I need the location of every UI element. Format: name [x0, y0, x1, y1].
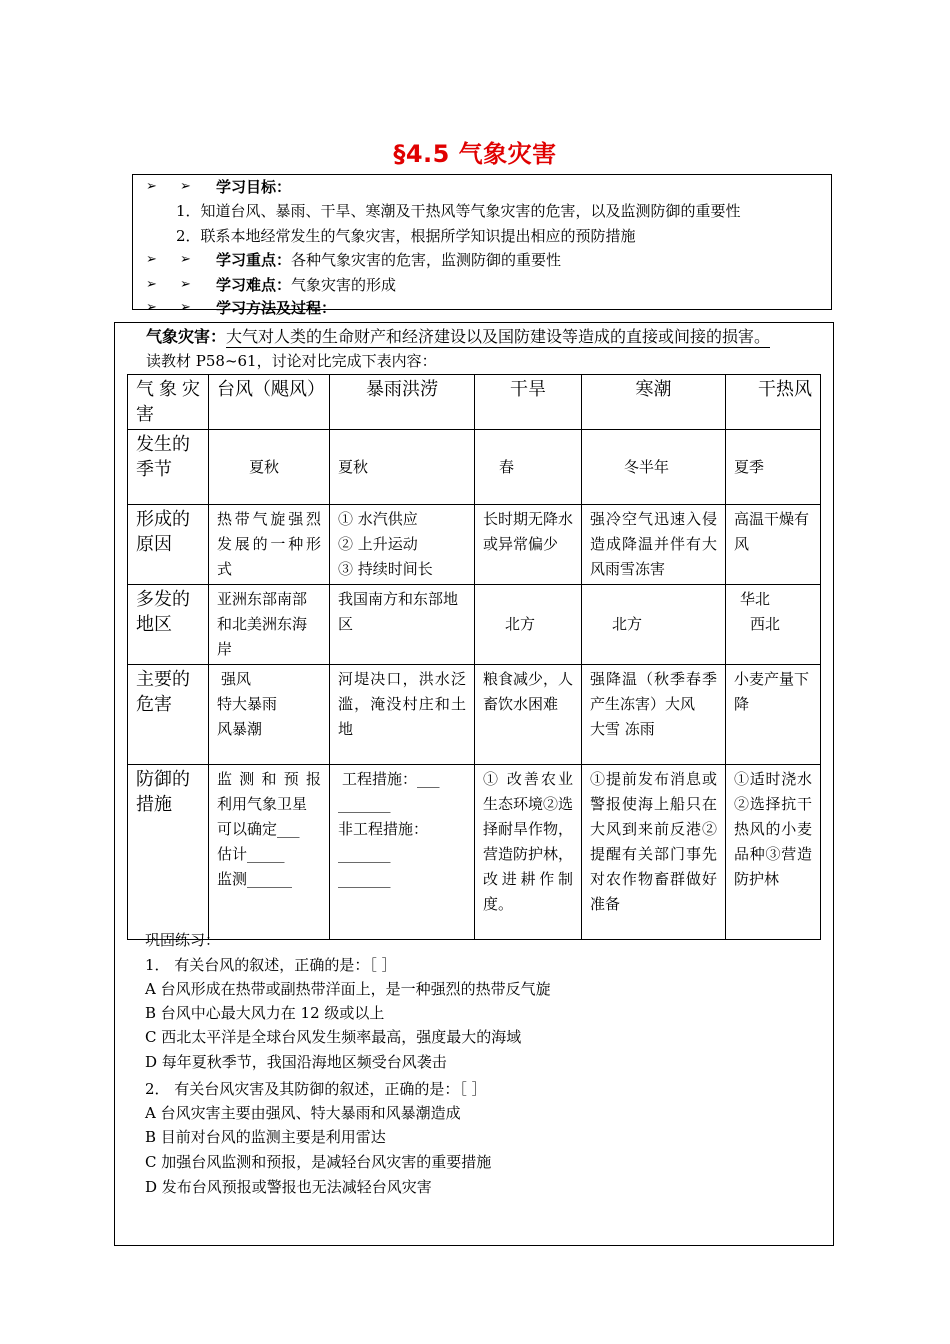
table-cell: [330, 505, 475, 585]
bullet-arrow-icon: ➢: [146, 179, 157, 194]
harm-item: 强降温（秋季春季产生冻害）大风: [590, 670, 717, 713]
method-label: 学习方法及过程：: [216, 299, 337, 317]
option: B 台风中心最大风力在 12 级或以上: [145, 1004, 385, 1022]
bullet-arrow-icon: ➢: [180, 277, 191, 292]
table-cell: 小麦产量下降: [726, 665, 821, 765]
definition-label: 气象灾害：: [146, 327, 227, 346]
difficulty-text: 气象灾害的形成: [291, 276, 397, 294]
table-cell: 强冷空气迅速入侵造成降温并伴有大风雨雪冻害: [582, 505, 726, 585]
table-cell: [582, 665, 726, 765]
harm-item: 特大暴雨: [217, 695, 278, 713]
defense-item: 可以确定___: [217, 820, 300, 838]
option: D 每年夏秋季节，我国沿海地区频受台风袭击: [145, 1053, 447, 1071]
objective-item: 2．联系本地经常发生的气象灾害，根据所学知识提出相应的预防措施: [176, 227, 636, 245]
key-label: 学习重点：: [216, 251, 292, 269]
difficulty-points: [216, 275, 396, 295]
table-cell: 热带气旋强烈发展的一种形式: [209, 505, 330, 585]
bullet-arrow-icon: ➢: [146, 300, 157, 315]
definition: [146, 327, 770, 347]
harm-item: 风暴潮: [217, 720, 263, 738]
objective-item: 1．知道台风、暴雨、干旱、寒潮及干热风等气象灾害的危害，以及监测防御的重要性: [176, 202, 741, 220]
option: D 发布台风预报或警报也无法减轻台风灾害: [145, 1178, 432, 1196]
defense-item: 非工程措施：: [338, 820, 429, 838]
header-cell: 干旱: [475, 375, 582, 430]
bullet-arrow-icon: ➢: [180, 179, 191, 194]
harm-item: 大雪 冻雨: [590, 720, 655, 738]
table-cell: ①提前发布消息或警报使海上船只在大风到来前反港②提醒有关部门事先对农作物畜群做好准备: [582, 765, 726, 940]
bullet-arrow-icon: ➢: [146, 252, 157, 267]
exercises-heading: 巩固练习：: [145, 931, 221, 949]
defense-item: 工程措施：___: [342, 770, 440, 788]
table-row: [128, 375, 821, 430]
table-cell: [726, 585, 821, 665]
table-cell: ①适时浇水②选择抗干热风的小麦品种③营造防护林: [726, 765, 821, 940]
instruction: 读教材 P58~61，讨论对比完成下表内容：: [146, 352, 437, 370]
table-cell: 长时期无降水或异常偏少: [475, 505, 582, 585]
option: B 目前对台风的监测主要是利用雷达: [145, 1128, 386, 1146]
key-points: [216, 250, 561, 270]
defense-item: 估计_____: [217, 845, 285, 863]
row-header: 发生的季节: [128, 430, 209, 505]
table-cell: 冬半年: [582, 430, 726, 505]
table-cell: 粮食减少，人畜饮水困难: [475, 665, 582, 765]
row-header: 主要的危害: [128, 665, 209, 765]
table-cell: [330, 765, 475, 940]
table-cell: [209, 665, 330, 765]
bullet-arrow-icon: ➢: [180, 300, 191, 315]
defense-item: _______: [338, 870, 391, 888]
bullet-arrow-icon: ➢: [180, 252, 191, 267]
table-cell: 春: [475, 430, 582, 505]
table-cell: 北方: [582, 585, 726, 665]
harm-item: 强风: [221, 670, 252, 688]
table-cell: 我国南方和东部地区: [330, 585, 475, 665]
defense-item: 监测和预报: [217, 770, 321, 788]
option: A 台风灾害主要由强风、特大暴雨和风暴潮造成: [145, 1104, 461, 1122]
cause-item: ② 上升运动: [338, 535, 418, 553]
option: C 加强台风监测和预报，是减轻台风灾害的重要措施: [145, 1153, 492, 1171]
difficulty-label: 学习难点：: [216, 276, 292, 294]
page-title: §4.5 气象灾害: [393, 140, 557, 168]
table-row: [128, 765, 821, 940]
table-cell: 河堤决口，洪水泛滥，淹没村庄和土地: [330, 665, 475, 765]
header-cell: 暴雨洪涝: [330, 375, 475, 430]
table-cell: ① 改善农业生态环境②选择耐旱作物，营造防护林，改进耕作制度。: [475, 765, 582, 940]
header-cell: 干热风: [726, 375, 821, 430]
definition-text: 大气对人类的生命财产和经济建设以及国防建设等造成的直接或间接的损害。: [226, 327, 771, 346]
table-cell: 夏季: [726, 430, 821, 505]
option: C 西北太平洋是全球台风发生频率最高，强度最大的海域: [145, 1028, 522, 1046]
table-cell: 亚洲东部南部和北美洲东海岸: [209, 585, 330, 665]
header-cell: 气象灾害: [128, 375, 209, 430]
table-cell: [209, 765, 330, 940]
cause-item: ③ 持续时间长: [338, 560, 433, 578]
region-item: 华北: [740, 590, 771, 608]
question: 2． 有关台风灾害及其防御的叙述，正确的是：［ ］: [145, 1080, 487, 1098]
table-cell: 夏秋: [209, 430, 330, 505]
objectives-label: 学习目标：: [216, 178, 292, 196]
row-header: 多发的地区: [128, 585, 209, 665]
question: 1． 有关台风的叙述，正确的是：［ ］: [145, 956, 397, 974]
row-header: 防御的措施: [128, 765, 209, 940]
header-cell: 台风（飓风）: [209, 375, 330, 430]
option: A 台风形成在热带或副热带洋面上，是一种强烈的热带反气旋: [145, 980, 551, 998]
disaster-table: [127, 374, 821, 940]
table-cell: 夏秋: [330, 430, 475, 505]
header-cell: 寒潮: [582, 375, 726, 430]
table-cell: 高温干燥有风: [726, 505, 821, 585]
region-item: 西北: [750, 615, 781, 633]
table-row: [128, 665, 821, 765]
row-header: 形成的原因: [128, 505, 209, 585]
table-row: [128, 430, 821, 505]
defense-item: 利用气象卫星: [217, 795, 308, 813]
key-text: 各种气象灾害的危害，监测防御的重要性: [291, 251, 562, 269]
defense-item: 监测______: [217, 870, 293, 888]
cause-item: ① 水汽供应: [338, 510, 418, 528]
table-cell: 北方: [475, 585, 582, 665]
defense-item: _______: [338, 795, 391, 813]
bullet-arrow-icon: ➢: [146, 277, 157, 292]
defense-item: _______: [338, 845, 391, 863]
table-row: [128, 505, 821, 585]
table-row: [128, 585, 821, 665]
